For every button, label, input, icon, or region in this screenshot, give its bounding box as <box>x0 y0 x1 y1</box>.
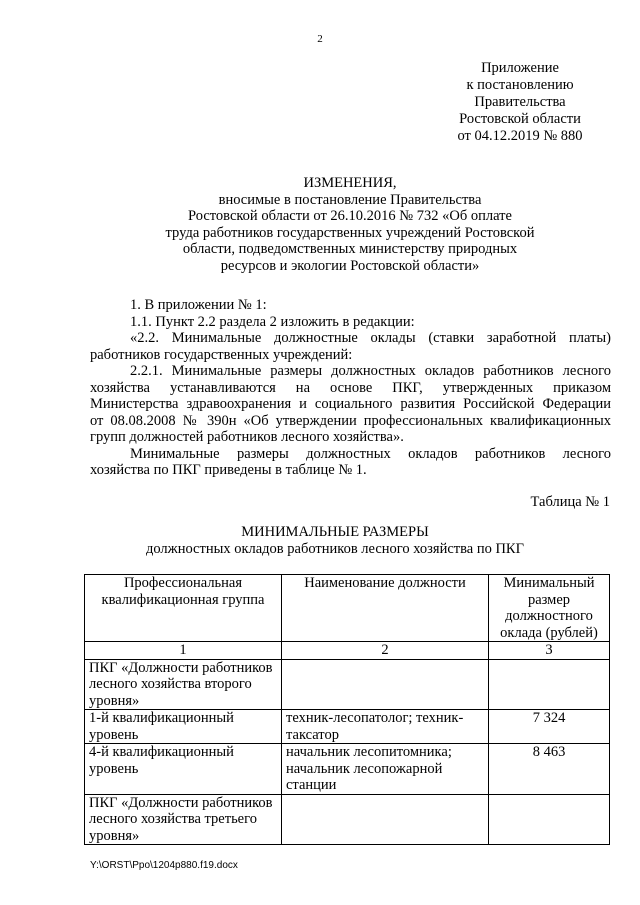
table-row <box>85 744 610 795</box>
paragraph-1 <box>90 297 611 479</box>
text-line: хозяйства по ПКГ приведены в таблице № 1. <box>90 462 367 478</box>
text-line: 2.2.1. Минимальные размеры должностных окладов работников лесного <box>130 363 611 379</box>
header-cell: Минимальный размер должностного оклада (рублей) <box>489 575 610 642</box>
table-row <box>85 659 610 710</box>
text-line: 1. В приложении № 1: <box>130 297 267 313</box>
appendix-line: от 04.12.2019 № 880 <box>457 128 583 144</box>
header-cell: Наименование должности <box>282 575 489 642</box>
salary-table <box>84 574 610 845</box>
appendix-line: Ростовской области <box>459 111 581 127</box>
text-line: Минимальные размеры должностных окладов работников лесного <box>130 445 611 462</box>
group-cell: ПКГ «Должности работников лесного хозяйства второго уровня» <box>85 659 282 710</box>
salary-cell: 8 463 <box>489 744 610 795</box>
table-title-line: должностных окладов работников лесного хозяйства по ПКГ <box>146 540 524 557</box>
header-cell: Профессиональная квалификационная группа <box>85 575 282 642</box>
title-line: вносимые в постановление Правительства <box>218 191 482 208</box>
table-label: Таблица № 1 <box>530 494 610 510</box>
table-title-line: МИНИМАЛЬНЫЕ РАЗМЕРЫ <box>241 524 429 540</box>
title-line: области, подведомственных министерству природных <box>182 241 518 258</box>
text-line: хозяйства устанавливаются на основе ПКГ, утвержденных приказом <box>90 379 611 396</box>
salary-cell <box>489 659 610 710</box>
column-number: 3 <box>489 642 610 660</box>
title-line: ИЗМЕНЕНИЯ, <box>303 175 397 191</box>
text-line: «2.2. Минимальные должностные оклады (ставки заработной платы) <box>130 330 611 346</box>
table-row <box>85 794 610 845</box>
column-number: 1 <box>85 642 282 660</box>
text-line: 1.1. Пункт 2.2 раздела 2 изложить в редакции: <box>130 313 415 330</box>
text-line: от 08.08.2008 № 390н «Об утверждении профессиональных квалификационных <box>90 412 611 429</box>
group-cell: 4-й квалификационный уровень <box>85 744 282 795</box>
position-cell <box>282 794 489 845</box>
text-line: Министерства здравоохранения и социального развития Российской Федерации <box>90 396 611 412</box>
table-header-row <box>85 575 610 642</box>
group-cell: ПКГ «Должности работников лесного хозяйства третьего уровня» <box>85 794 282 845</box>
document-title <box>60 175 640 275</box>
appendix-line: Правительства <box>474 94 566 110</box>
appendix-line: к постановлению <box>466 77 574 93</box>
title-line: ресурсов и экологии Ростовской области» <box>220 257 480 274</box>
text-line: групп должностей работников лесного хозяйства». <box>90 429 404 445</box>
title-line: Ростовской области от 26.10.2016 № 732 «Об оплате <box>188 208 512 225</box>
salary-cell <box>489 794 610 845</box>
appendix-header <box>430 60 610 145</box>
position-cell <box>282 659 489 710</box>
position-cell: начальник лесопитомника; начальник лесопожарной станции <box>282 744 489 795</box>
title-line: труда работников государственных учреждений Ростовской <box>165 224 535 241</box>
column-number: 2 <box>282 642 489 660</box>
table-title <box>30 524 640 557</box>
position-cell: техник-лесопатолог; техник-таксатор <box>282 710 489 744</box>
appendix-line: Приложение <box>481 60 559 76</box>
page-number: 2 <box>317 33 323 45</box>
text-line: работников государственных учреждений: <box>90 346 353 363</box>
file-path-footer: Y:\ORST\Ppo\1204p880.f19.docx <box>90 860 238 871</box>
table-row <box>85 710 610 744</box>
group-cell: 1-й квалификационный уровень <box>85 710 282 744</box>
column-number-row <box>85 642 610 660</box>
salary-cell: 7 324 <box>489 710 610 744</box>
